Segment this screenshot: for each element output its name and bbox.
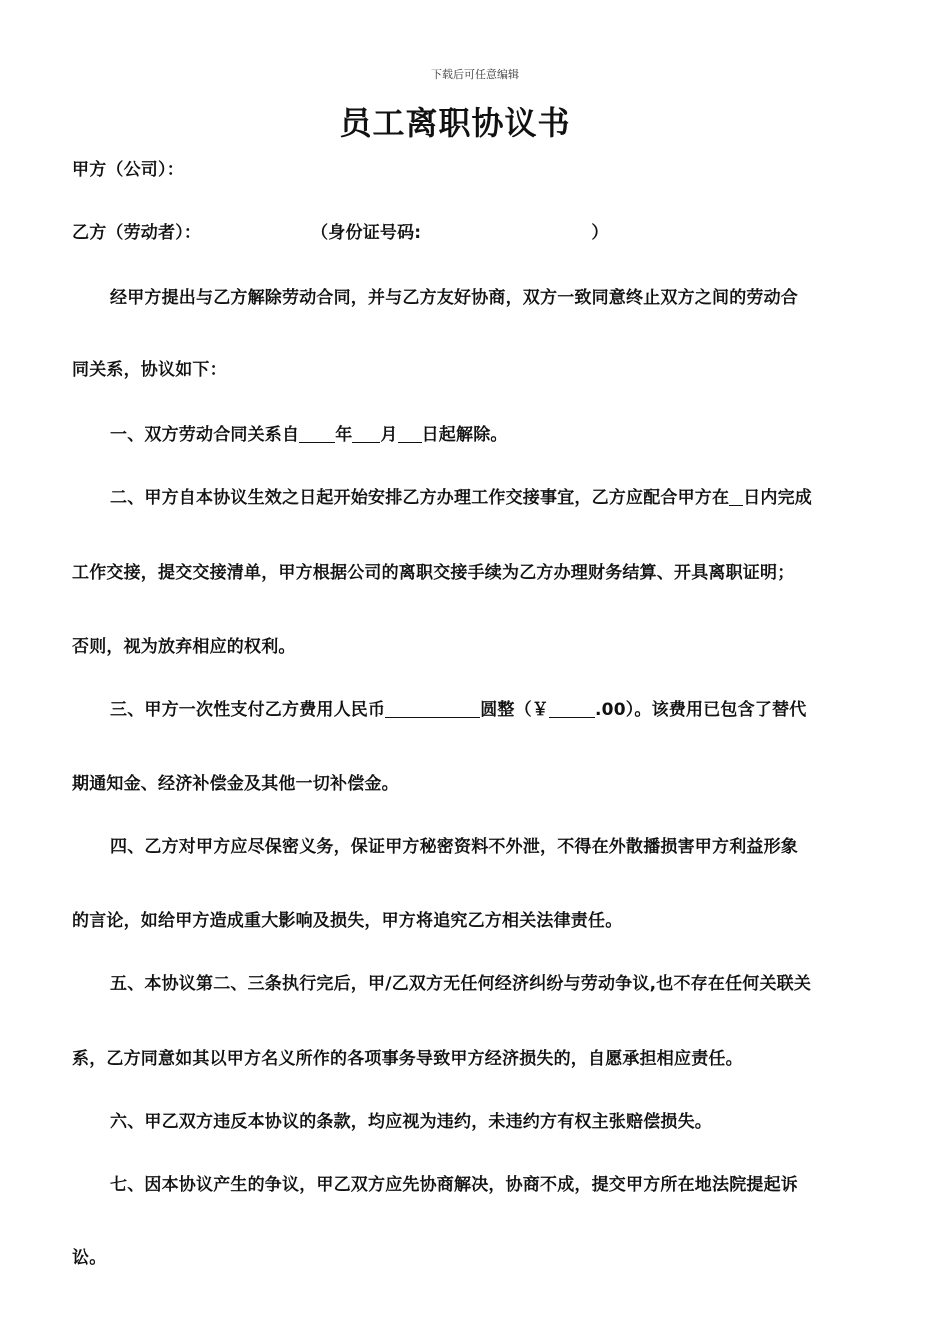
- clause-2-line-1: [110, 483, 812, 508]
- clause-7-line-2: 讼。: [72, 1248, 107, 1268]
- party-a-label: 甲方（公司）：: [72, 160, 184, 180]
- clause-6-line-1: 六、甲乙双方违反本协议的条款，均应视为违约，未违约方有权主张赔偿损失。: [110, 1112, 712, 1132]
- clause-2-text: 二、甲方自本协议生效之日起开始安排乙方办理工作交接事宜，乙方应配合甲方在: [110, 488, 730, 508]
- year-blank: [299, 424, 335, 443]
- clause-2-line-3: 否则，视为放弃相应的权利。: [72, 637, 296, 657]
- clause-4-line-1: 四、乙方对甲方应尽保密义务，保证甲方秘密资料不外泄，不得在外散播损害甲方利益形象: [110, 837, 798, 857]
- clause-3-line-1: [110, 695, 806, 720]
- month-blank: [352, 424, 380, 443]
- days-blank: [729, 487, 743, 506]
- clause-1: [110, 420, 508, 445]
- amount-words-blank: [385, 699, 480, 718]
- clause-5-line-2: 系，乙方同意如其以甲方名义所作的各项事务导致甲方经济损失的，自愿承担相应责任。: [72, 1049, 743, 1069]
- clause-3-amount-label: 圆整（￥: [480, 700, 550, 720]
- clause-4-line-2: 的言论，如给甲方造成重大影响及损失，甲方将追究乙方相关法律责任。: [72, 911, 623, 931]
- party-a-line: [72, 155, 184, 180]
- clause-1-text: 一、双方劳动合同关系自: [110, 425, 300, 445]
- clause-2-text-end: 日内完成: [743, 488, 813, 508]
- id-number-label: （身份证号码:: [311, 223, 422, 243]
- day-label: 日起解除。: [421, 425, 508, 445]
- header-note: 下载后可任意编辑: [431, 68, 519, 81]
- clause-3-text-end: .00）。该费用已包含了替代: [595, 700, 807, 720]
- amount-number-blank: [549, 699, 595, 718]
- document-title: 员工离职协议书: [339, 104, 571, 142]
- day-blank: [398, 424, 422, 443]
- clause-7-line-1: 七、因本协议产生的争议，甲乙双方应先协商解决，协商不成，提交甲方所在地法院提起诉: [110, 1175, 798, 1195]
- party-b-line: [72, 218, 609, 243]
- clause-3-line-2: 期通知金、经济补偿金及其他一切补偿金。: [72, 774, 399, 794]
- id-number-close: ）: [591, 223, 609, 243]
- year-label: 年: [335, 425, 353, 445]
- clause-2-line-2: 工作交接，提交交接清单，甲方根据公司的离职交接手续为乙方办理财务结算、开具离职证明；: [72, 563, 795, 583]
- intro-line-1: 经甲方提出与乙方解除劳动合同，并与乙方友好协商，双方一致同意终止双方之间的劳动合: [110, 288, 798, 308]
- intro-line-2: 同关系，协议如下：: [72, 360, 227, 380]
- party-b-label: 乙方（劳动者）：: [72, 223, 202, 243]
- month-label: 月: [380, 425, 398, 445]
- clause-3-text: 三、甲方一次性支付乙方费用人民币: [110, 700, 386, 720]
- clause-5-line-1: 五、本协议第二、三条执行完后，甲/乙双方无任何经济纠纷与劳动争议,也不存在任何关联关: [110, 974, 812, 994]
